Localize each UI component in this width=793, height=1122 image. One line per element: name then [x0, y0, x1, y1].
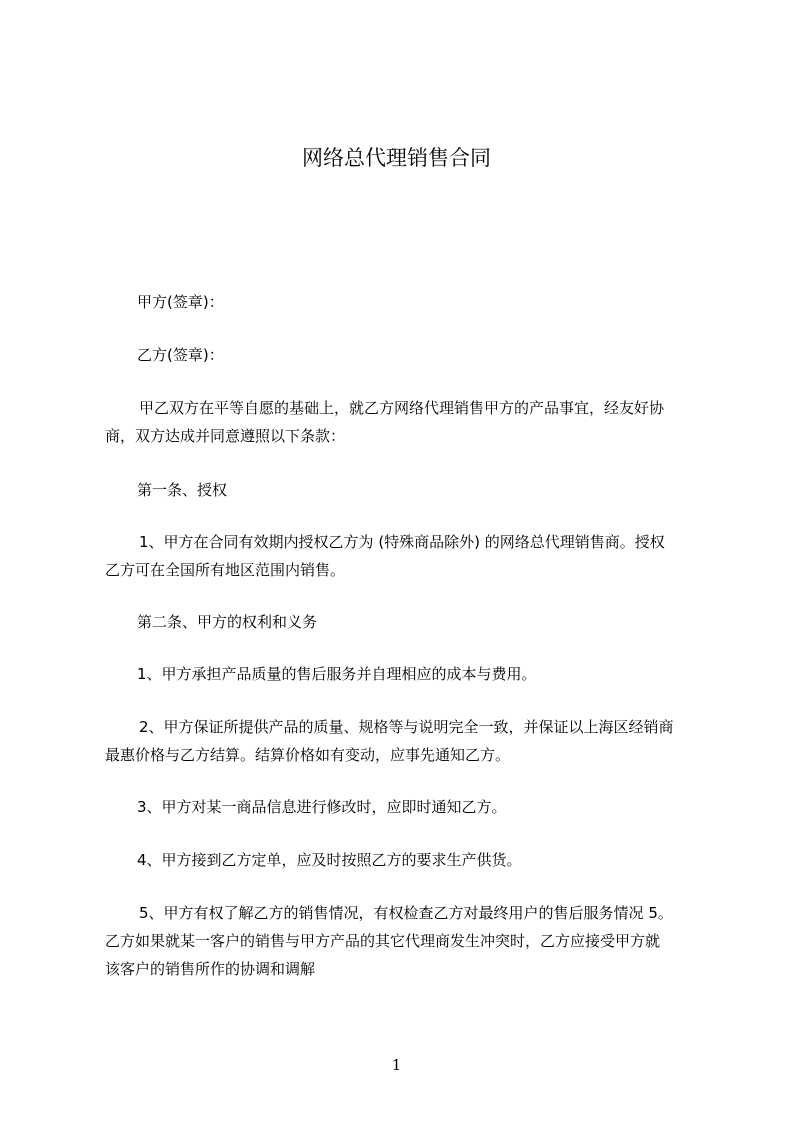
document-title: 网络总代理销售合同 — [302, 146, 491, 170]
article-1-heading: 第一条、授权 — [137, 481, 228, 499]
article-2-clause-4: 4、甲方接到乙方定单，应及时按照乙方的要求生产供货。 — [137, 851, 522, 869]
article-1-clause-1-line-2: 乙方可在全国所有地区范围内销售。 — [105, 561, 346, 579]
article-1-clause-1 — [105, 531, 695, 581]
article-2-clause-3: 3、甲方对某一商品信息进行修改时，应即时通知乙方。 — [137, 798, 507, 816]
article-2-clause-5-line-3: 该客户的销售所作的协调和调解 — [105, 960, 316, 978]
page-number: 1 — [391, 1056, 402, 1074]
article-2-clause-5-line-2: 乙方如果就某一客户的销售与甲方产品的其它代理商发生冲突时，乙方应接受甲方就 — [105, 932, 661, 950]
article-2-clause-2 — [105, 716, 695, 766]
article-1-clause-1-line-1: 1、甲方在合同有效期内授权乙方为 (特殊商品除外) 的网络总代理销售商。授权 — [139, 533, 665, 551]
party-a-signature: 甲方(签章)： — [137, 293, 224, 311]
article-2-clause-5-line-1: 5、甲方有权了解乙方的销售情况，有权检查乙方对最终用户的售后服务情况 5。 — [139, 904, 673, 922]
article-2-heading: 第二条、甲方的权利和义务 — [137, 613, 318, 631]
party-b-signature: 乙方(签章)： — [137, 346, 224, 364]
preamble-line-2: 商，双方达成并同意遵照以下条款： — [105, 427, 346, 445]
article-2-clause-1: 1、甲方承担产品质量的售后服务并自理相应的成本与费用。 — [137, 665, 537, 683]
article-2-clause-2-line-1: 2、甲方保证所提供产品的质量、规格等与说明完全一致，并保证以上海区经销商 — [139, 718, 674, 736]
article-2-clause-5 — [105, 902, 695, 980]
article-2-clause-2-line-2: 最惠价格与乙方结算。结算价格如有变动，应事先通知乙方。 — [105, 746, 511, 764]
preamble-paragraph — [105, 397, 695, 447]
preamble-line-1: 甲乙双方在平等自愿的基础上，就乙方网络代理销售甲方的产品事宜，经友好协 — [139, 399, 665, 417]
